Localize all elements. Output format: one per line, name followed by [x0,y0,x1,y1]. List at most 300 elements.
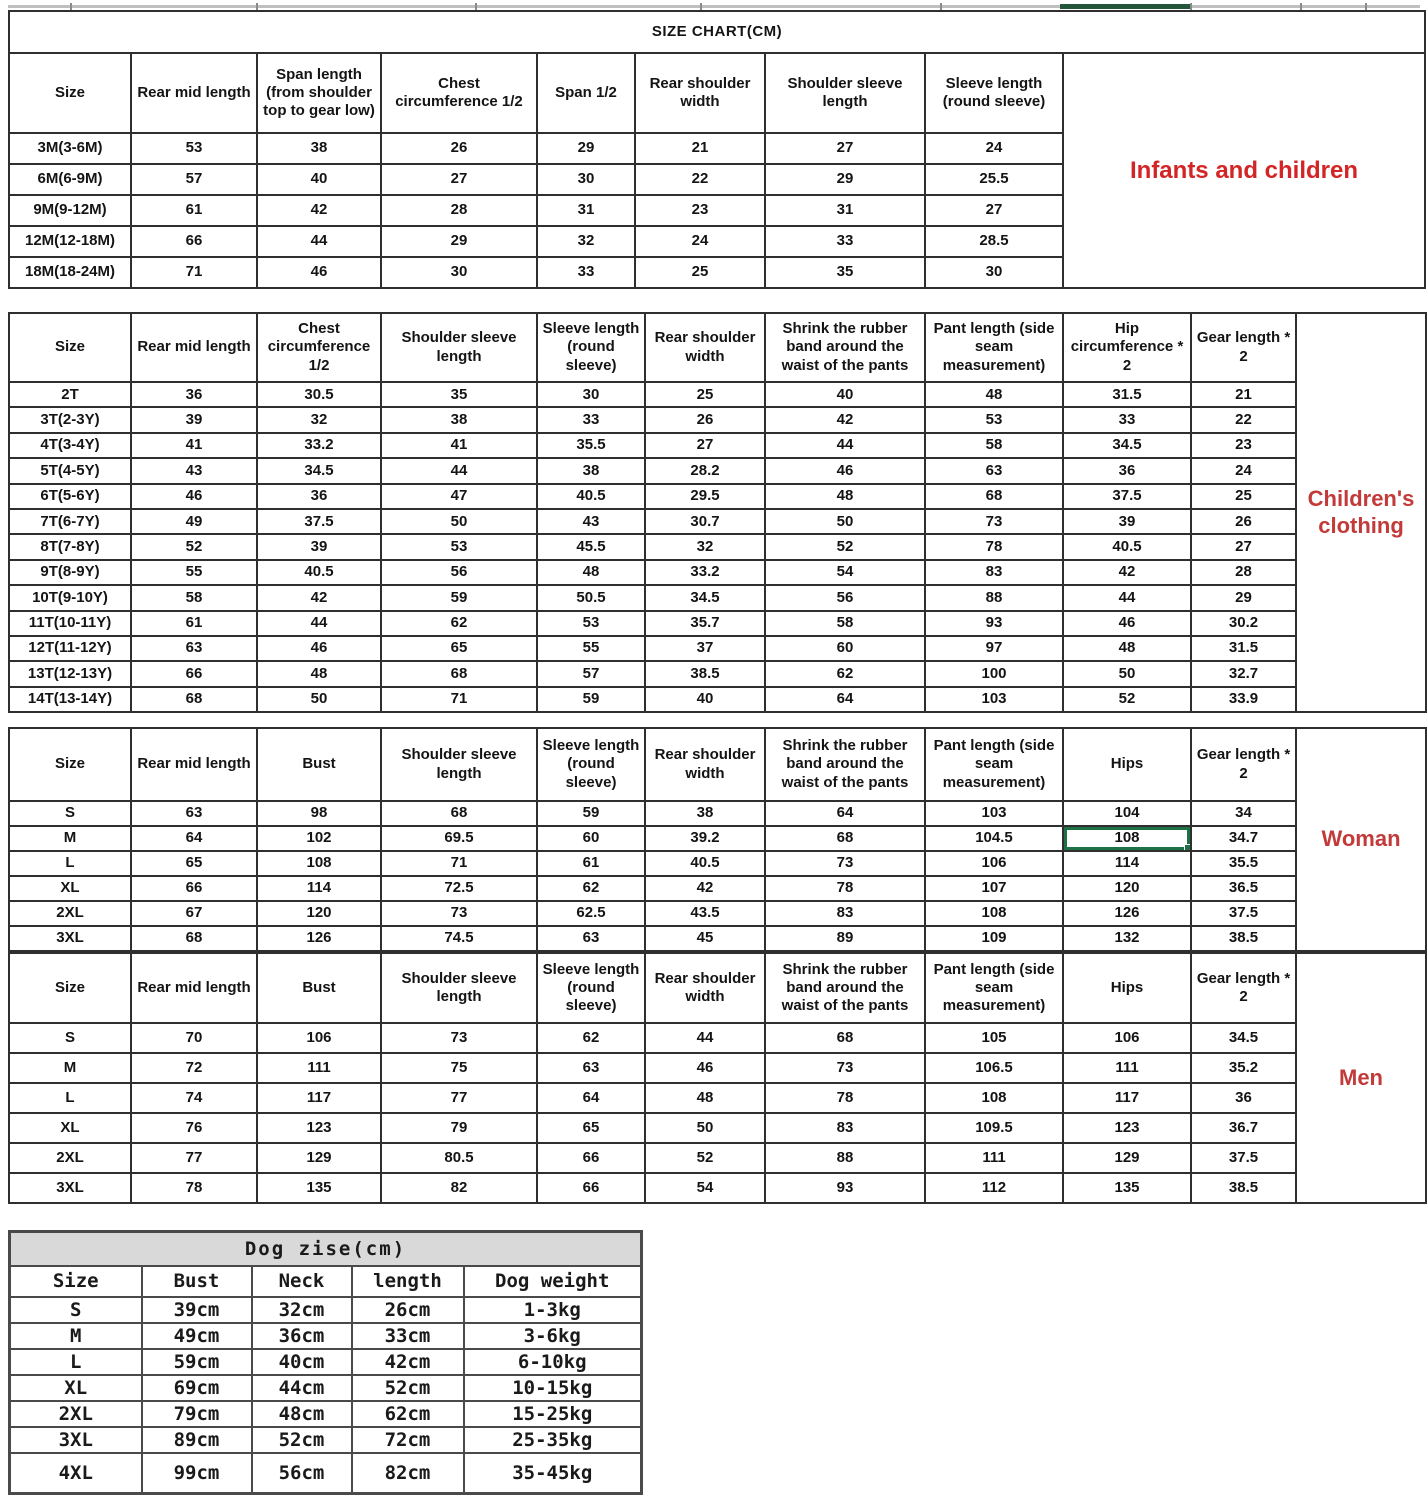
table-cell: 79 [381,1113,537,1143]
table-cell: 38.5 [645,661,765,686]
table-cell: 46 [765,458,925,483]
column-header: Rear shoulder width [645,953,765,1023]
table-cell: 135 [1063,1173,1191,1203]
table-cell: 66 [131,226,257,257]
table-row [9,1173,1426,1203]
table-cell: 56 [765,585,925,610]
table-cell: 26 [1191,509,1296,534]
table-cell: 50 [1063,661,1191,686]
table-cell: 37.5 [1063,484,1191,509]
table-cell: 38.5 [1191,926,1296,951]
row-size-label: 2XL [9,901,131,926]
table-cell: 52 [645,1143,765,1173]
table-row [10,1401,642,1427]
table-cell: 61 [131,195,257,226]
table-cell: 35-45kg [464,1453,642,1494]
table-cell: 114 [1063,851,1191,876]
table-row [9,801,1426,826]
table-cell: 50.5 [537,585,645,610]
table-cell: 41 [381,433,537,458]
column-header: length [352,1266,464,1297]
table-title-row [9,11,1425,53]
table-cell: 59 [537,801,645,826]
table-cell: 28 [381,195,537,226]
table-cell: 64 [131,826,257,851]
column-header: Span length (from shoulder top to gear low) [257,53,381,133]
table-cell: 50 [765,509,925,534]
spreadsheet-grid-edge [8,5,1420,8]
table-cell: 71 [381,687,537,712]
row-size-label: S [9,1023,131,1053]
table-cell: 37.5 [1191,901,1296,926]
table-row [10,1323,642,1349]
table-cell: 15-25kg [464,1401,642,1427]
table-cell: 25 [1191,484,1296,509]
table-cell: 59 [381,585,537,610]
table-cell: 109 [925,926,1063,951]
table-row [9,1143,1426,1173]
table-row [10,1453,642,1494]
table-cell: 44cm [252,1375,352,1401]
column-header: Pant length (side seam measurement) [925,313,1063,382]
table-cell: 52cm [352,1375,464,1401]
row-size-label: 3XL [9,1173,131,1203]
row-size-label: 12M(12-18M) [9,226,131,257]
row-size-label: 13T(12-13Y) [9,661,131,686]
dog-table-header-row [10,1266,642,1297]
table-cell: 32cm [252,1297,352,1323]
column-header: Pant length (side seam measurement) [925,953,1063,1023]
table-row [9,509,1426,534]
table-cell: 35.7 [645,611,765,636]
table-cell: 82 [381,1173,537,1203]
table-cell: 27 [381,164,537,195]
row-size-label: 2XL [10,1401,142,1427]
table-cell: 62 [765,661,925,686]
table-cell: 65 [537,1113,645,1143]
table-cell: 44 [765,433,925,458]
column-header: Rear mid length [131,313,257,382]
table-cell: 46 [131,484,257,509]
table-cell: 120 [1063,876,1191,901]
table-cell: 62cm [352,1401,464,1427]
table-cell: 29 [381,226,537,257]
table-cell: 32 [537,226,635,257]
table-cell: 37 [645,636,765,661]
row-size-label: 6M(6-9M) [9,164,131,195]
table-cell: 32.7 [1191,661,1296,686]
table-cell: 10-15kg [464,1375,642,1401]
table-cell: 60 [765,636,925,661]
table-cell: 68 [131,687,257,712]
selected-column-highlight [1060,4,1190,9]
table-cell: 31 [537,195,635,226]
table-cell: 30.5 [257,382,381,407]
table-cell: 40 [765,382,925,407]
selected-cell: 108 [1063,826,1191,851]
table-cell: 105 [925,1023,1063,1053]
column-header: Size [9,953,131,1023]
column-header: Rear shoulder width [645,313,765,382]
table-row [9,1023,1426,1053]
row-size-label: 14T(13-14Y) [9,687,131,712]
table-cell: 104.5 [925,826,1063,851]
table-cell: 73 [925,509,1063,534]
table-cell: 31.5 [1191,636,1296,661]
row-size-label: 7T(6-7Y) [9,509,131,534]
table-cell: 50 [645,1113,765,1143]
table-cell: 48 [645,1083,765,1113]
table-cell: 24 [1191,458,1296,483]
row-size-label: 2XL [9,1143,131,1173]
table-cell: 82cm [352,1453,464,1494]
size-table-men [8,952,1427,1204]
table-cell: 28.5 [925,226,1063,257]
table-cell: 40.5 [1063,534,1191,559]
table-cell: 44 [257,611,381,636]
table-cell: 25-35kg [464,1427,642,1453]
table-cell: 35.5 [537,433,645,458]
table-cell: 117 [1063,1083,1191,1113]
column-header: Hips [1063,953,1191,1023]
dog-size-table [8,1230,643,1495]
row-size-label: 3M(3-6M) [9,133,131,164]
table-cell: 123 [1063,1113,1191,1143]
table-cell: 56cm [252,1453,352,1494]
column-header: Shrink the rubber band around the waist of the pants [765,313,925,382]
table-row [9,926,1426,951]
table-cell: 71 [381,851,537,876]
size-table-woman [8,727,1427,952]
column-header: Size [10,1266,142,1297]
table-cell: 56 [381,560,537,585]
table-row [9,560,1426,585]
table-row [9,901,1426,926]
table-cell: 39 [1063,509,1191,534]
table-cell: 93 [765,1173,925,1203]
table-cell: 36 [131,382,257,407]
table-cell: 30.7 [645,509,765,534]
table-cell: 43 [131,458,257,483]
table-cell: 34.7 [1191,826,1296,851]
table-cell: 48cm [252,1401,352,1427]
table-cell: 39.2 [645,826,765,851]
table-cell: 111 [925,1143,1063,1173]
table-cell: 33cm [352,1323,464,1349]
table-cell: 48 [925,382,1063,407]
table-cell: 135 [257,1173,381,1203]
table-cell: 25 [645,382,765,407]
table-cell: 66 [131,876,257,901]
table-cell: 46 [257,257,381,288]
row-size-label: 18M(18-24M) [9,257,131,288]
column-header: Shoulder sleeve length [765,53,925,133]
row-size-label: L [10,1349,142,1375]
table-cell: 30 [537,382,645,407]
column-header: Rear mid length [131,953,257,1023]
table-cell: 64 [765,801,925,826]
table-cell: 28.2 [645,458,765,483]
table-cell: 68 [925,484,1063,509]
table-cell: 33 [537,257,635,288]
row-size-label: 11T(10-11Y) [9,611,131,636]
table-cell: 64 [765,687,925,712]
side-label-children: Children's clothing [1296,313,1426,712]
table-cell: 53 [131,133,257,164]
table-cell: 102 [257,826,381,851]
row-size-label: 9M(9-12M) [9,195,131,226]
column-header: Size [9,313,131,382]
table-cell: 99cm [142,1453,252,1494]
table-cell: 29.5 [645,484,765,509]
row-size-label: XL [10,1375,142,1401]
table-cell: 83 [765,901,925,926]
column-header: Rear mid length [131,53,257,133]
table-cell: 78 [925,534,1063,559]
table-row [9,826,1426,851]
table-cell: 32 [645,534,765,559]
table-cell: 63 [131,636,257,661]
table-cell: 103 [925,687,1063,712]
table-cell: 48 [257,661,381,686]
table-cell: 21 [635,133,765,164]
table-cell: 25 [635,257,765,288]
table-cell: 106 [1063,1023,1191,1053]
table-cell: 48 [765,484,925,509]
table-cell: 44 [645,1023,765,1053]
table-row [10,1297,642,1323]
table-cell: 53 [381,534,537,559]
table-cell: 52 [765,534,925,559]
row-size-label: S [10,1297,142,1323]
column-header: Sleeve length (round sleeve) [925,53,1063,133]
table-cell: 111 [257,1053,381,1083]
table-cell: 62 [381,611,537,636]
table-row [9,458,1426,483]
column-header: Gear length * 2 [1191,953,1296,1023]
table-cell: 28 [1191,560,1296,585]
table-cell: 98 [257,801,381,826]
table-cell: 38 [537,458,645,483]
table-cell: 108 [257,851,381,876]
row-size-label: 6T(5-6Y) [9,484,131,509]
table-cell: 106 [925,851,1063,876]
row-size-label: 2T [9,382,131,407]
table-cell: 68 [765,1023,925,1053]
table-cell: 47 [381,484,537,509]
table-cell: 37.5 [257,509,381,534]
table-cell: 67 [131,901,257,926]
row-size-label: 3XL [10,1427,142,1453]
table-cell: 27 [1191,534,1296,559]
table-cell: 34.5 [645,585,765,610]
row-size-label: 4XL [10,1453,142,1494]
table-cell: 57 [131,164,257,195]
table-cell: 72cm [352,1427,464,1453]
table-cell: 111 [1063,1053,1191,1083]
table-cell: 66 [131,661,257,686]
table-cell: 75 [381,1053,537,1083]
table-cell: 33.9 [1191,687,1296,712]
table-cell: 34.5 [1063,433,1191,458]
table-cell: 65 [381,636,537,661]
table-cell: 49 [131,509,257,534]
table-cell: 60 [537,826,645,851]
table-cell: 35.5 [1191,851,1296,876]
size-table-infants [8,10,1426,289]
table-row [9,661,1426,686]
table-row [9,585,1426,610]
table-cell: 45 [645,926,765,951]
table-cell: 46 [1063,611,1191,636]
table-cell: 59 [537,687,645,712]
table-cell: 42 [645,876,765,901]
table-cell: 126 [257,926,381,951]
table-cell: 26 [381,133,537,164]
table-cell: 39 [131,407,257,432]
table-cell: 97 [925,636,1063,661]
table-cell: 44 [1063,585,1191,610]
table-cell: 61 [131,611,257,636]
table-cell: 38 [257,133,381,164]
column-header: Chest circumference 1/2 [257,313,381,382]
row-size-label: 12T(11-12Y) [9,636,131,661]
table-cell: 126 [1063,901,1191,926]
table-cell: 58 [765,611,925,636]
table-cell: 31 [765,195,925,226]
row-size-label: 5T(4-5Y) [9,458,131,483]
table-cell: 63 [537,1053,645,1083]
table-header-row [9,953,1426,1023]
table-cell: 106.5 [925,1053,1063,1083]
row-size-label: 9T(8-9Y) [9,560,131,585]
table-cell: 120 [257,901,381,926]
column-header: Pant length (side seam measurement) [925,728,1063,801]
table-cell: 132 [1063,926,1191,951]
column-header: Size [9,728,131,801]
table-cell: 25.5 [925,164,1063,195]
table-cell: 52cm [252,1427,352,1453]
table-cell: 27 [925,195,1063,226]
table-row [9,636,1426,661]
column-header: Chest circumference 1/2 [381,53,537,133]
table-cell: 77 [131,1143,257,1173]
row-size-label: XL [9,1113,131,1143]
row-size-label: M [9,826,131,851]
row-size-label: XL [9,876,131,901]
column-header: Shoulder sleeve length [381,953,537,1023]
table-cell: 35 [765,257,925,288]
table-cell: 29 [537,133,635,164]
table-cell: 77 [381,1083,537,1113]
column-header: Gear length * 2 [1191,313,1296,382]
table-cell: 83 [925,560,1063,585]
table-cell: 36 [1191,1083,1296,1113]
row-size-label: 8T(7-8Y) [9,534,131,559]
table-cell: 68 [131,926,257,951]
table-cell: 73 [765,1053,925,1083]
column-header: Hips [1063,728,1191,801]
table-row [10,1427,642,1453]
table-cell: 58 [131,585,257,610]
table-cell: 54 [765,560,925,585]
table-cell: 23 [1191,433,1296,458]
table-cell: 44 [257,226,381,257]
table-cell: 55 [537,636,645,661]
side-label-men: Men [1296,953,1426,1203]
column-header: Bust [257,728,381,801]
table-cell: 103 [925,801,1063,826]
table-cell: 66 [537,1143,645,1173]
table-cell: 61 [537,851,645,876]
table-cell: 63 [537,926,645,951]
column-header: Gear length * 2 [1191,728,1296,801]
column-header: Bust [257,953,381,1023]
table-cell: 42 [1063,560,1191,585]
table-row [9,1113,1426,1143]
table-row [10,1349,642,1375]
table-cell: 29 [1191,585,1296,610]
table-cell: 43 [537,509,645,534]
table-cell: 68 [765,826,925,851]
table-cell: 46 [645,1053,765,1083]
table-cell: 21 [1191,382,1296,407]
table-cell: 43.5 [645,901,765,926]
table-cell: 72.5 [381,876,537,901]
column-header: Shoulder sleeve length [381,728,537,801]
table-cell: 36cm [252,1323,352,1349]
dog-table-title-row [10,1232,642,1266]
table-cell: 29 [765,164,925,195]
table-cell: 62.5 [537,901,645,926]
table-cell: 76 [131,1113,257,1143]
table-cell: 38.5 [1191,1173,1296,1203]
table-header-row [9,313,1426,382]
column-header: Shrink the rubber band around the waist of the pants [765,953,925,1023]
table-cell: 40cm [252,1349,352,1375]
table-cell: 26 [645,407,765,432]
table-header-row [9,728,1426,801]
table-cell: 36.5 [1191,876,1296,901]
table-cell: 69cm [142,1375,252,1401]
row-size-label: L [9,851,131,876]
side-label-woman: Woman [1296,728,1426,951]
table-cell: 45.5 [537,534,645,559]
table-cell: 58 [925,433,1063,458]
row-size-label: L [9,1083,131,1113]
table-cell: 35 [381,382,537,407]
table-cell: 78 [765,876,925,901]
table-cell: 50 [257,687,381,712]
table-cell: 44 [381,458,537,483]
table-cell: 88 [765,1143,925,1173]
table-cell: 109.5 [925,1113,1063,1143]
column-header: Rear shoulder width [635,53,765,133]
table-cell: 52 [131,534,257,559]
table-cell: 53 [925,407,1063,432]
table-cell: 70 [131,1023,257,1053]
table-cell: 129 [1063,1143,1191,1173]
table-cell: 42 [257,585,381,610]
table-cell: 129 [257,1143,381,1173]
table-cell: 27 [765,133,925,164]
table-row [9,851,1426,876]
table-cell: 24 [925,133,1063,164]
column-header: Neck [252,1266,352,1297]
table-cell: 73 [381,1023,537,1053]
table-cell: 108 [925,1083,1063,1113]
table-cell: 33.2 [645,560,765,585]
